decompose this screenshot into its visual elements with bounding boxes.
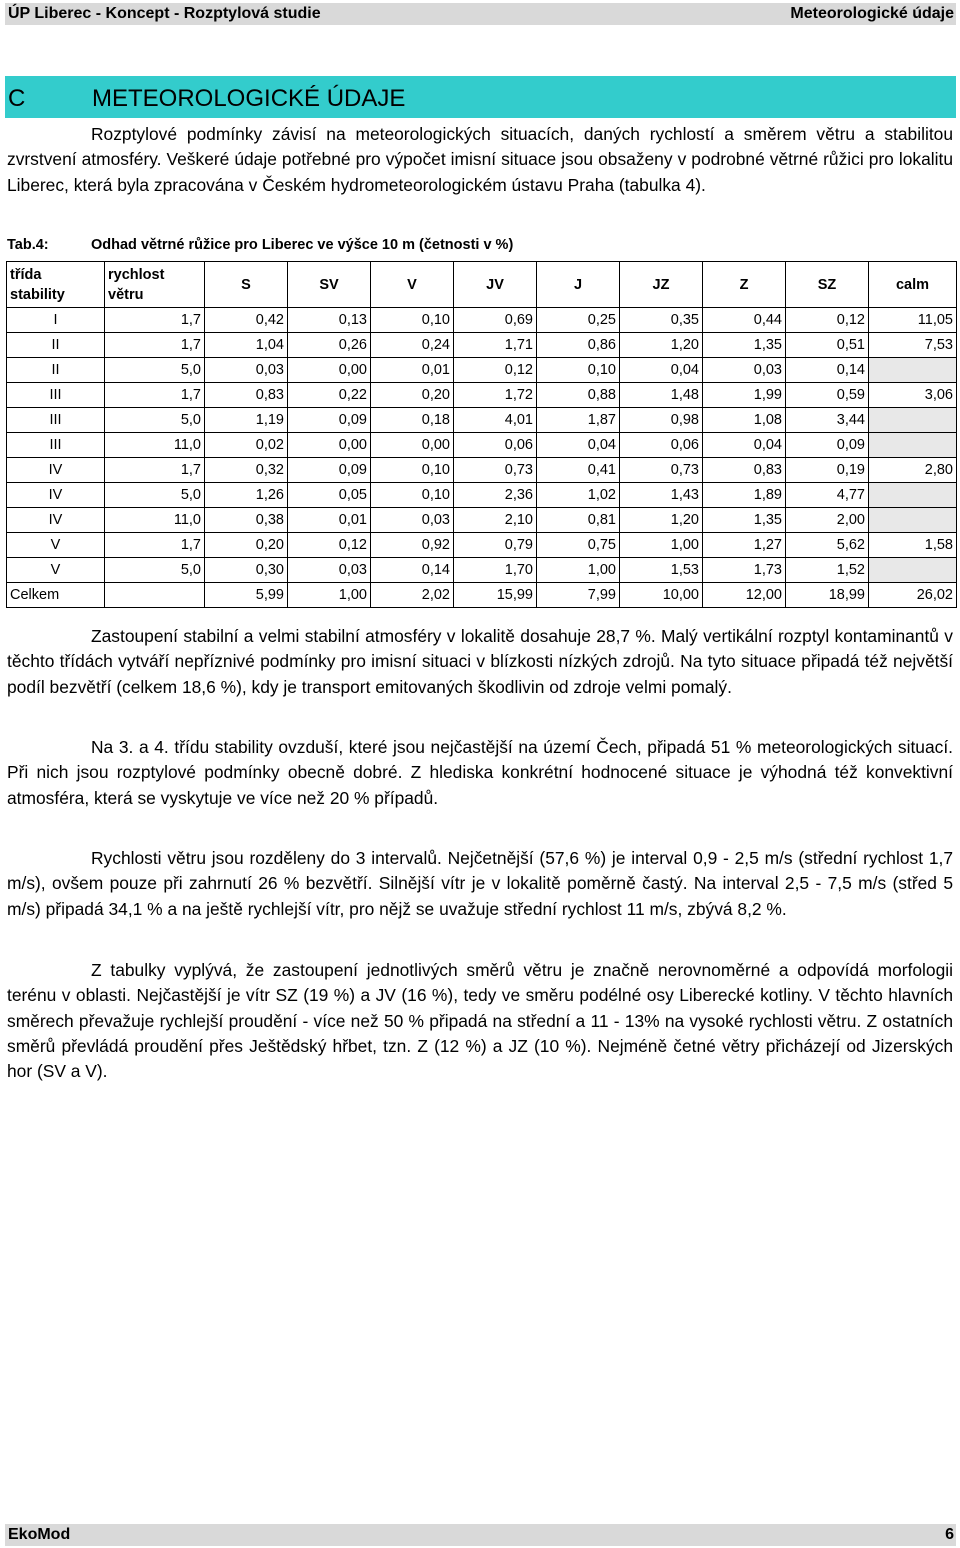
page-footer xyxy=(5,1524,956,1546)
footer-company: EkoMod xyxy=(8,1526,71,1543)
paragraph-directions: Z tabulky vyplývá, že zastoupení jednotlivých směrů větru je značně nerovnoměrné a odpovídá morfologii terénu v oblasti. Nejčastější je vítr SZ (19 %) a JV (16 %), tedy ve směru podélné osy Liberecké kotliny. V těchto hlavních směrech převažuje rychlejší proudění - více než 50 % připadá na střední a 11 - 13% na vysoké rychlosti větru. Z ostatních směrů převládá proudění přes Ještědský hřbet, tzn. Z (12 %) a JZ (10 %). Nejméně četné větry přicházejí od Jizerských hor (SV a V). xyxy=(7,960,953,1082)
frequency-cell: 0,83 xyxy=(205,383,288,408)
frequency-cell: 1,26 xyxy=(205,483,288,508)
frequency-cell: 0,02 xyxy=(205,433,288,458)
frequency-cell: 0,10 xyxy=(371,458,454,483)
stability-class-cell: II xyxy=(7,358,105,383)
frequency-cell: 0,79 xyxy=(454,533,537,558)
section-title: METEOROLOGICKÉ ÚDAJE xyxy=(92,85,406,112)
table-row xyxy=(7,333,957,358)
table-row xyxy=(7,483,957,508)
empty-cell xyxy=(869,483,957,508)
frequency-cell: 0,10 xyxy=(371,483,454,508)
page-number: 6 xyxy=(945,1526,954,1543)
frequency-cell: 0,03 xyxy=(288,558,371,583)
frequency-cell: 0,69 xyxy=(454,308,537,333)
empty-cell xyxy=(869,433,957,458)
frequency-cell: 2,80 xyxy=(869,458,957,483)
total-cell: 18,99 xyxy=(786,583,869,608)
frequency-cell: 0,00 xyxy=(288,358,371,383)
empty-cell xyxy=(869,408,957,433)
frequency-cell: 1,73 xyxy=(703,558,786,583)
frequency-cell: 0,75 xyxy=(537,533,620,558)
stability-class-cell: IV xyxy=(7,458,105,483)
page-header xyxy=(5,3,956,25)
frequency-cell: 1,35 xyxy=(703,333,786,358)
frequency-cell: 3,44 xyxy=(786,408,869,433)
frequency-cell: 0,09 xyxy=(288,458,371,483)
frequency-cell: 0,81 xyxy=(537,508,620,533)
table-row xyxy=(7,433,957,458)
table-row xyxy=(7,558,957,583)
paragraph-speeds: Rychlosti větru jsou rozděleny do 3 intervalů. Nejčetnější (57,6 %) je interval 0,9 - 2,5 m/s (střední rychlost 1,7 m/s), ovšem pouze při zahrnutí 26 % bezvětří. Silnější vítr je v lokalitě poměrně častý. Na interval 2,5 - 7,5 m/s (střed 5 m/s) připadá 34,1 % a na ještě rychlejší vítr, pro nějž se uvažuje střední rychlost 11 m/s, zbývá 8,2 %. xyxy=(7,848,953,919)
table-row xyxy=(7,383,957,408)
frequency-cell: 0,04 xyxy=(620,358,703,383)
table-row xyxy=(7,458,957,483)
frequency-cell: 0,12 xyxy=(288,533,371,558)
table-caption xyxy=(7,237,514,253)
frequency-cell: 0,88 xyxy=(537,383,620,408)
col-calm: calm xyxy=(869,262,957,308)
frequency-cell: 0,32 xyxy=(205,458,288,483)
wind-speed-cell: 5,0 xyxy=(105,558,205,583)
frequency-cell: 0,06 xyxy=(454,433,537,458)
frequency-cell: 0,14 xyxy=(786,358,869,383)
frequency-cell: 0,92 xyxy=(371,533,454,558)
frequency-cell: 0,86 xyxy=(537,333,620,358)
empty-cell xyxy=(869,558,957,583)
stability-class-cell: III xyxy=(7,383,105,408)
wind-speed-cell: 5,0 xyxy=(105,358,205,383)
frequency-cell: 0,24 xyxy=(371,333,454,358)
total-cell: 5,99 xyxy=(205,583,288,608)
frequency-cell: 0,01 xyxy=(371,358,454,383)
col-speed-header: rychlost větru xyxy=(105,262,205,308)
frequency-cell: 0,04 xyxy=(703,433,786,458)
frequency-cell: 0,51 xyxy=(786,333,869,358)
col-dir-s: S xyxy=(205,262,288,308)
frequency-cell: 1,02 xyxy=(537,483,620,508)
header-section: Meteorologické údaje xyxy=(790,5,954,22)
frequency-cell: 0,26 xyxy=(288,333,371,358)
frequency-cell: 1,48 xyxy=(620,383,703,408)
frequency-cell: 1,27 xyxy=(703,533,786,558)
frequency-cell: 0,25 xyxy=(537,308,620,333)
frequency-cell: 0,20 xyxy=(371,383,454,408)
frequency-cell: 11,05 xyxy=(869,308,957,333)
col-dir-sv: SV xyxy=(288,262,371,308)
frequency-cell: 0,03 xyxy=(703,358,786,383)
total-cell: 7,99 xyxy=(537,583,620,608)
frequency-cell: 4,01 xyxy=(454,408,537,433)
table-label: Tab.4: xyxy=(7,237,49,253)
section-letter: C xyxy=(8,85,26,112)
total-cell: 26,02 xyxy=(869,583,957,608)
frequency-cell: 0,42 xyxy=(205,308,288,333)
frequency-cell: 0,04 xyxy=(537,433,620,458)
frequency-cell: 0,03 xyxy=(371,508,454,533)
table-title: Odhad větrné růžice pro Liberec ve výšce 10 m (četnosti v %) xyxy=(91,237,514,253)
col-dir-sz: SZ xyxy=(786,262,869,308)
frequency-cell: 1,20 xyxy=(620,333,703,358)
table-header-row xyxy=(7,262,957,308)
frequency-cell: 2,36 xyxy=(454,483,537,508)
frequency-cell: 0,35 xyxy=(620,308,703,333)
paragraph-classes: Na 3. a 4. třídu stability ovzduší, které jsou nejčastější na území Čech, připadá 51 % meteorologických situací. Při nich jsou rozptylové podmínky obecně dobré. Z hlediska konkrétní hodnocené situace je výhodná též konvektivní atmosféra, která se vyskytuje ve více než 20 % případů. xyxy=(7,737,953,808)
frequency-cell: 0,19 xyxy=(786,458,869,483)
frequency-cell: 1,00 xyxy=(537,558,620,583)
frequency-cell: 0,13 xyxy=(288,308,371,333)
intro-paragraph: Rozptylové podmínky závisí na meteorologických situacích, daných rychlostí a směrem větru a stabilitou zvrstvení atmosféry. Veškeré údaje potřebné pro výpočet imisní situace jsou obsaženy v podrobné větrné růžici pro lokalitu Liberec, která byla zpracována v Českém hydrometeorologickém ústavu Praha (tabulka 4). xyxy=(7,124,953,195)
frequency-cell: 1,58 xyxy=(869,533,957,558)
frequency-cell: 5,62 xyxy=(786,533,869,558)
total-cell: 12,00 xyxy=(703,583,786,608)
frequency-cell: 0,14 xyxy=(371,558,454,583)
col-dir-z: Z xyxy=(703,262,786,308)
col-dir-j: J xyxy=(537,262,620,308)
col-class-header: třída stability xyxy=(7,262,105,308)
frequency-cell: 1,19 xyxy=(205,408,288,433)
frequency-cell: 0,73 xyxy=(620,458,703,483)
col-dir-jv: JV xyxy=(454,262,537,308)
frequency-cell: 0,20 xyxy=(205,533,288,558)
frequency-cell: 0,10 xyxy=(371,308,454,333)
col-dir-v: V xyxy=(371,262,454,308)
total-speed-blank xyxy=(105,583,205,608)
total-cell: 2,02 xyxy=(371,583,454,608)
frequency-cell: 1,52 xyxy=(786,558,869,583)
empty-cell xyxy=(869,508,957,533)
frequency-cell: 0,98 xyxy=(620,408,703,433)
wind-rose-table xyxy=(6,261,957,608)
frequency-cell: 1,43 xyxy=(620,483,703,508)
total-cell: 15,99 xyxy=(454,583,537,608)
stability-class-cell: I xyxy=(7,308,105,333)
total-row xyxy=(7,583,957,608)
stability-class-cell: V xyxy=(7,533,105,558)
stability-class-cell: V xyxy=(7,558,105,583)
frequency-cell: 0,59 xyxy=(786,383,869,408)
table-row xyxy=(7,308,957,333)
frequency-cell: 1,71 xyxy=(454,333,537,358)
wind-speed-cell: 1,7 xyxy=(105,333,205,358)
stability-class-cell: IV xyxy=(7,483,105,508)
frequency-cell: 1,53 xyxy=(620,558,703,583)
frequency-cell: 1,70 xyxy=(454,558,537,583)
stability-class-cell: III xyxy=(7,433,105,458)
wind-speed-cell: 11,0 xyxy=(105,433,205,458)
wind-speed-cell: 1,7 xyxy=(105,533,205,558)
frequency-cell: 4,77 xyxy=(786,483,869,508)
total-cell: 10,00 xyxy=(620,583,703,608)
frequency-cell: 3,06 xyxy=(869,383,957,408)
frequency-cell: 0,41 xyxy=(537,458,620,483)
frequency-cell: 0,10 xyxy=(537,358,620,383)
stability-class-cell: II xyxy=(7,333,105,358)
wind-speed-cell: 5,0 xyxy=(105,408,205,433)
section-heading xyxy=(5,76,956,118)
table-row xyxy=(7,358,957,383)
frequency-cell: 0,38 xyxy=(205,508,288,533)
frequency-cell: 1,99 xyxy=(703,383,786,408)
frequency-cell: 0,18 xyxy=(371,408,454,433)
wind-speed-cell: 1,7 xyxy=(105,308,205,333)
table-row xyxy=(7,508,957,533)
stability-class-cell: III xyxy=(7,408,105,433)
wind-speed-cell: 5,0 xyxy=(105,483,205,508)
paragraph-stability: Zastoupení stabilní a velmi stabilní atmosféry v lokalitě dosahuje 28,7 %. Malý vertikální rozptyl kontaminantů v těchto třídách vytváří nepříznivé podmínky pro imisní situaci v blízkosti nízkých zdrojů. Na tyto situace připadá též největší podíl bezvětří (celkem 18,6 %), kdy je transport emitovaných škodlivin od zdroje velmi pomalý. xyxy=(7,626,953,697)
frequency-cell: 0,12 xyxy=(786,308,869,333)
table-row xyxy=(7,533,957,558)
frequency-cell: 0,05 xyxy=(288,483,371,508)
frequency-cell: 0,30 xyxy=(205,558,288,583)
frequency-cell: 0,00 xyxy=(371,433,454,458)
frequency-cell: 0,44 xyxy=(703,308,786,333)
frequency-cell: 2,00 xyxy=(786,508,869,533)
frequency-cell: 0,73 xyxy=(454,458,537,483)
frequency-cell: 0,12 xyxy=(454,358,537,383)
frequency-cell: 1,00 xyxy=(620,533,703,558)
frequency-cell: 0,09 xyxy=(288,408,371,433)
total-cell: 1,00 xyxy=(288,583,371,608)
frequency-cell: 2,10 xyxy=(454,508,537,533)
wind-speed-cell: 11,0 xyxy=(105,508,205,533)
frequency-cell: 0,01 xyxy=(288,508,371,533)
wind-speed-cell: 1,7 xyxy=(105,383,205,408)
frequency-cell: 0,83 xyxy=(703,458,786,483)
frequency-cell: 1,04 xyxy=(205,333,288,358)
frequency-cell: 0,22 xyxy=(288,383,371,408)
frequency-cell: 0,03 xyxy=(205,358,288,383)
frequency-cell: 0,09 xyxy=(786,433,869,458)
empty-cell xyxy=(869,358,957,383)
col-dir-jz: JZ xyxy=(620,262,703,308)
wind-speed-cell: 1,7 xyxy=(105,458,205,483)
frequency-cell: 1,89 xyxy=(703,483,786,508)
total-label: Celkem xyxy=(7,583,105,608)
frequency-cell: 7,53 xyxy=(869,333,957,358)
frequency-cell: 1,08 xyxy=(703,408,786,433)
frequency-cell: 0,00 xyxy=(288,433,371,458)
frequency-cell: 0,06 xyxy=(620,433,703,458)
frequency-cell: 1,72 xyxy=(454,383,537,408)
table-row xyxy=(7,408,957,433)
stability-class-cell: IV xyxy=(7,508,105,533)
frequency-cell: 1,35 xyxy=(703,508,786,533)
frequency-cell: 1,87 xyxy=(537,408,620,433)
frequency-cell: 1,20 xyxy=(620,508,703,533)
header-title: ÚP Liberec - Koncept - Rozptylová studie xyxy=(8,5,321,22)
